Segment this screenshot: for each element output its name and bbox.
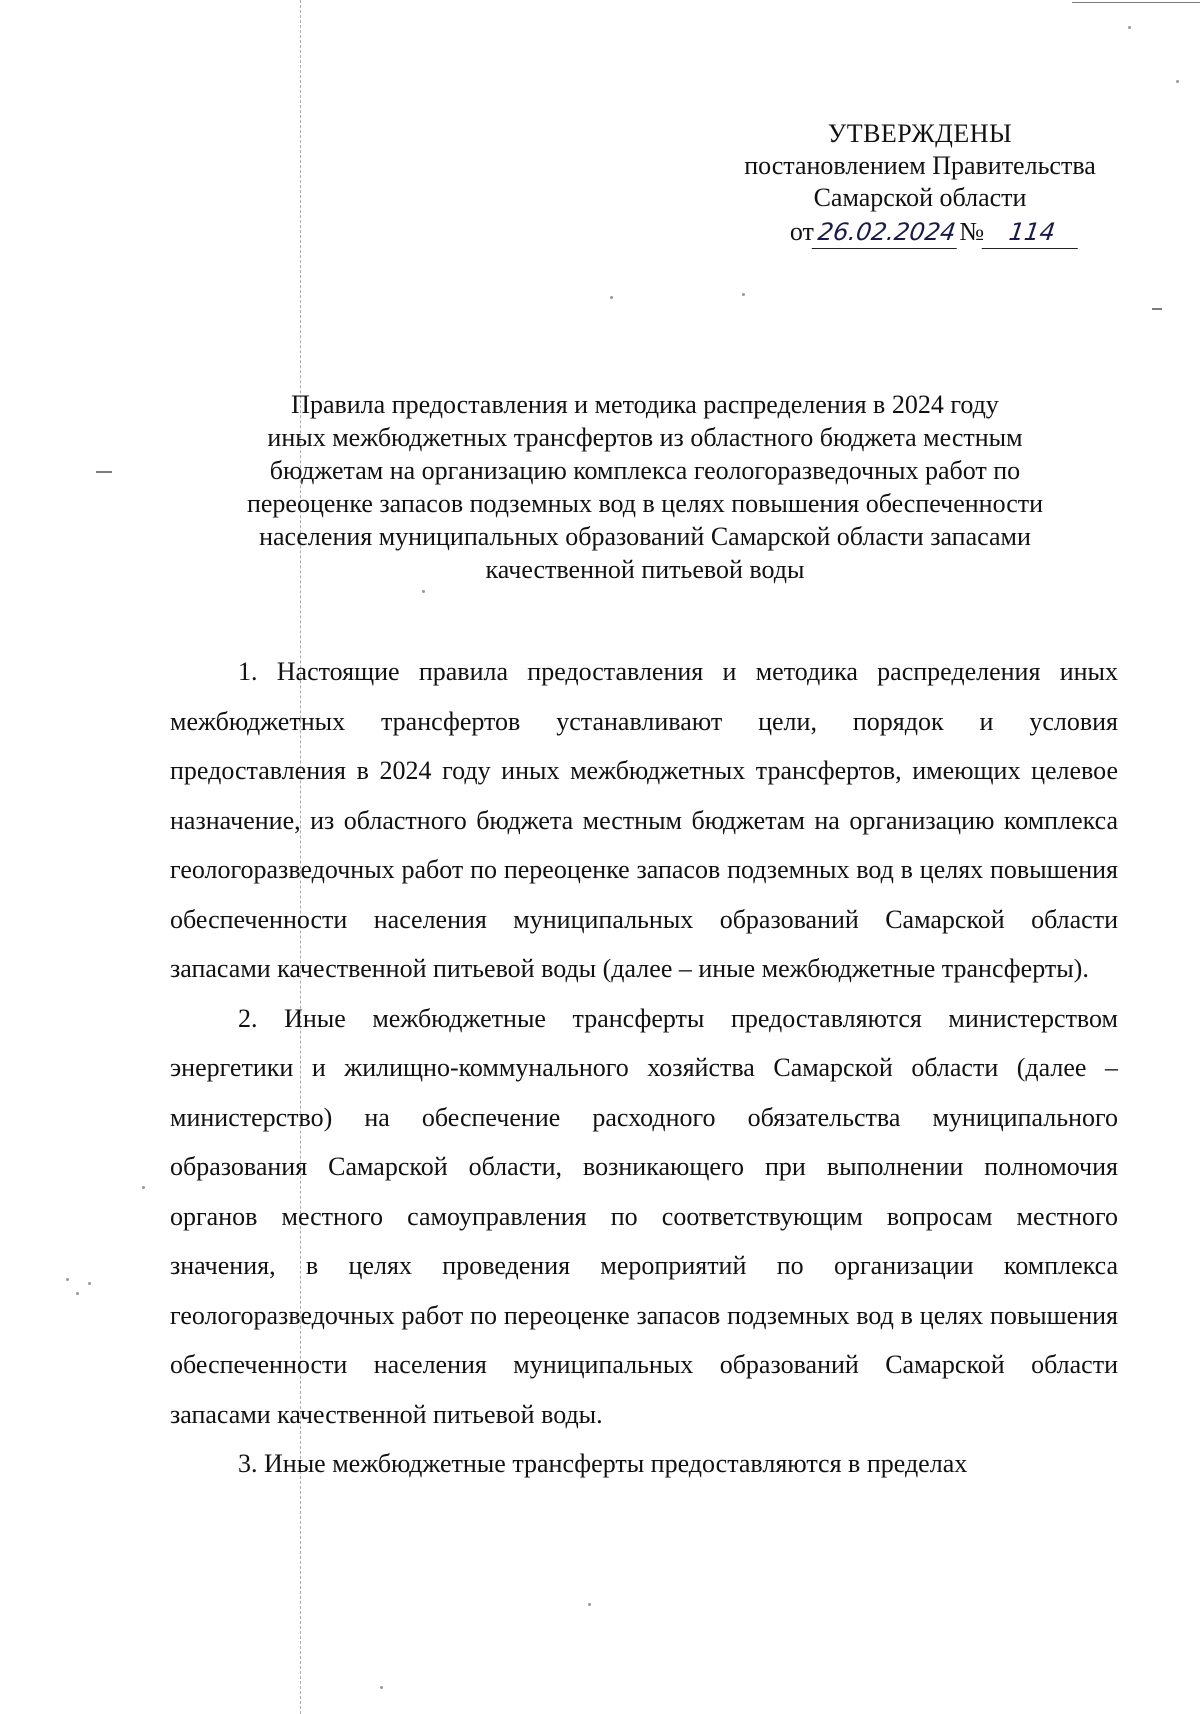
document-body xyxy=(170,647,1118,1489)
title-line-2: иных межбюджетных трансфертов из областного бюджета местным xyxy=(267,423,1023,452)
scan-speck xyxy=(66,1278,69,1281)
scan-edge-line xyxy=(1072,2,1200,3)
scan-speck xyxy=(588,1603,591,1606)
approval-prefix: от xyxy=(789,217,814,246)
scan-dash xyxy=(96,471,112,473)
paragraph-2: 2. Иные межбюджетные трансферты предоставляются министерством энергетики и жилищно-коммунального хозяйства Самарской области (далее – министерство) на обеспечение расходного обязательства муниципального образования Самарской области, возникающего при выполнении полномочия органов местного самоуправления по соответствующим вопросам местного значения, в целях проведения мероприятий по организации комплекса геологоразведочных работ по переоценке запасов подземных вод в целях повышения обеспеченности населения муниципальных образований Самарской области запасами качественной питьевой воды. xyxy=(170,1003,1118,1429)
approval-line-1: постановлением Правительства xyxy=(744,151,1096,180)
scan-dash xyxy=(1152,308,1162,310)
title-line-5: населения муниципальных образований Самарской области запасами xyxy=(259,522,1031,551)
scan-speck xyxy=(1128,26,1131,29)
scan-speck xyxy=(742,293,745,296)
scan-speck xyxy=(142,1186,145,1189)
scan-speck xyxy=(422,590,425,593)
scan-speck xyxy=(610,296,613,299)
approval-heading: УТВЕРЖДЕНЫ xyxy=(827,119,1013,148)
paragraph-3: 3. Иные межбюджетные трансферты предоставляются в пределах xyxy=(238,1449,968,1478)
title-line-3: бюджетам на организацию комплекса геологоразведочных работ по xyxy=(269,456,1021,485)
scan-speck xyxy=(1176,80,1179,83)
handwritten-date: 26.02.2024 xyxy=(812,216,962,249)
paragraph-1: 1. Настоящие правила предоставления и методика распределения иных межбюджетных трансфертов устанавливают цели, порядок и условия предоставления в 2024 году иных межбюджетных трансфертов, имеющих целевое назначение, из областного бюджета местным бюджетам на организацию комплекса геологоразведочных работ по переоценке запасов подземных вод в целях повышения обеспеченности населения муниципальных образований Самарской области запасами качественной питьевой воды (далее – иные межбюджетные трансферты). xyxy=(170,657,1118,983)
approval-line-2: Самарской области xyxy=(813,183,1027,212)
scan-speck xyxy=(76,1292,79,1295)
approval-date-number-row xyxy=(720,216,1120,249)
scan-speck xyxy=(380,1686,383,1689)
title-line-6: качественной питьевой воды xyxy=(485,555,805,584)
title-line-4: переоценке запасов подземных вод в целях повышения обеспеченности xyxy=(246,489,1044,518)
scan-speck xyxy=(88,1282,91,1285)
document-title xyxy=(190,388,1100,586)
handwritten-number: 114 xyxy=(982,216,1083,249)
approval-block xyxy=(720,118,1120,249)
title-line-1: Правила предоставления и методика распределения в 2024 году xyxy=(291,390,999,419)
number-sign: № xyxy=(959,217,985,246)
